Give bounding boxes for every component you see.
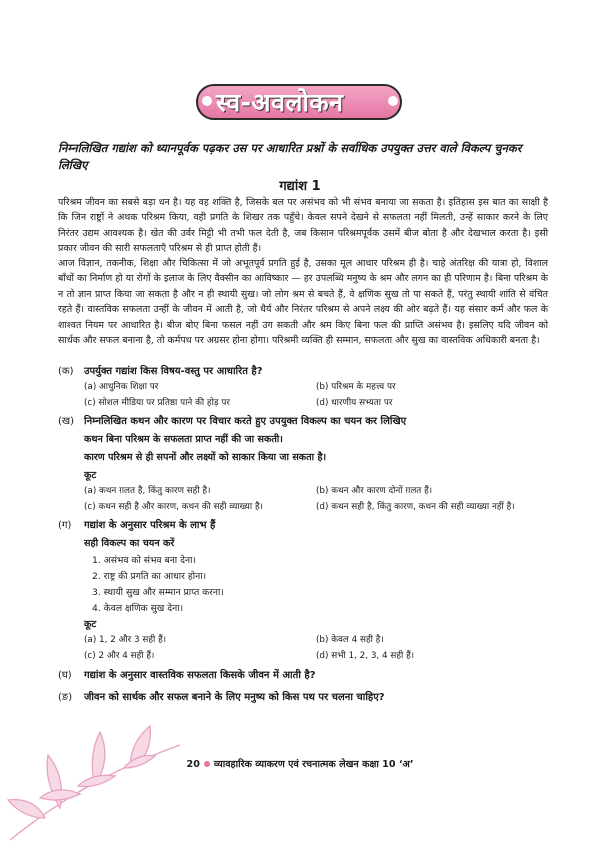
koot-label: कूट xyxy=(84,619,97,630)
question-gha xyxy=(58,668,548,683)
question-number: (ङ) xyxy=(58,692,73,703)
option-d: (d) धारणीय सभ्यता पर xyxy=(316,398,393,408)
list-item: 4. केवल क्षणिक सुख देना। xyxy=(92,603,184,614)
question-text: निम्नलिखित कथन और कारण पर विचार करते हुए उपयुक्त विकल्प का चयन कर लिखिए xyxy=(84,416,407,427)
passage-paragraph-2: आज विज्ञान, तकनीक, शिक्षा और चिकित्सा में जो अभूतपूर्व प्रगति हुई है, उसका मूल आधार परिश्रम ही है। चाहे अंतरिक्ष की यात्रा हो, विशाल बाँधों का निर्माण हो या रोगों के इलाज के लिए वैक्सीन का आविष्कार — हर उपलब्धि मनुष्य के श्रम और लगन का ही परिणाम है। बिना परिश्रम के न तो ज्ञान प्राप्त किया जा सकता है और न ही स्थायी सुख। जो लोग श्रम से बचते हैं, वे क्षणिक सुख तो पा सकते हैं, परंतु स्थायी शांति से वंचित रहते हैं। वास्तविक सफलता उन्हीं के जीवन में आती है, जो धैर्य और निरंतर परिश्रम से अपने लक्ष्य की ओर बढ़ते हैं। यह संसार कर्म और फल के शाश्वत नियम पर आधारित है। बीज बोए बिना फसल नहीं उग सकती और श्रम किए बिना फल की प्राप्ति असंभव है। इसलिए यदि जीवन को सार्थक और सफल बनाना है, तो कर्मपथ पर अग्रसर होना होगा। परिश्रमी व्यक्ति ही सम्मान, सफलता और सुख का वास्तविक अधिकारी बनता है। xyxy=(58,258,548,347)
koot-label: कूट xyxy=(84,470,97,481)
question-text: गद्यांश के अनुसार वास्तविक सफलता किसके जीवन में आती है? xyxy=(84,670,316,681)
question-ka xyxy=(58,364,548,379)
option-c: (c) सोशल मीडिया पर प्रतिष्ठा पाने की होड़ पर xyxy=(84,398,230,408)
page-footer xyxy=(0,757,600,770)
question-kha xyxy=(58,414,548,429)
option-c: (c) 2 और 4 सही हैं। xyxy=(84,651,155,661)
list-item: 2. राष्ट्र की प्रगति का आधार होना। xyxy=(92,571,207,582)
reason: कारण परिश्रम से ही सपनों और लक्ष्यों को साकार किया जा सकता है। xyxy=(84,452,327,463)
question-text: गद्यांश के अनुसार परिश्रम के लाभ हैं xyxy=(84,520,216,531)
book-title: व्यावहारिक व्याकरण एवं रचनात्मक लेखन कक्षा 10 ‘अ’ xyxy=(213,759,414,770)
list-item: 3. स्थायी सुख और सम्मान प्राप्त करना। xyxy=(92,587,224,598)
question-text: जीवन को सार्थक और सफल बनाने के लिए मनुष्य को किस पथ पर चलना चाहिए? xyxy=(84,692,385,703)
option-a: (a) कथन ग़लत है, किंतु कारण सही है। xyxy=(84,486,211,496)
question-number: (घ) xyxy=(58,670,72,681)
passage-title: गद्यांश 1 xyxy=(279,179,321,194)
option-a: (a) आधुनिक शिक्षा पर xyxy=(84,382,159,392)
header-dot-right xyxy=(388,96,398,106)
option-b: (b) परिश्रम के महत्त्व पर xyxy=(316,382,396,392)
question-number: (ग) xyxy=(58,520,72,531)
passage-paragraph-1: परिश्रम जीवन का सबसे बड़ा धन है। यह वह शक्ति है, जिसके बल पर असंभव को भी संभव बनाया जा सकता है। इतिहास इस बात का साक्षी है कि जिन राष्ट्रों ने अथक परिश्रम किया, वही प्रगति के शिखर तक पहुँचे। केवल सपने देखने से सफलता नहीं मिलती, उन्हें साकार करने के लिए निरंतर उद्यम आवश्यक है। खेत की उर्वर मिट्टी भी तभी फल देती है, जब किसान परिश्रमपूर्वक उसमें बीज बोता है और देखभाल करता है। इसी प्रकार जीवन की सारी सफलताएँ परिश्रम से ही प्राप्त होती हैं। xyxy=(58,197,548,255)
statement: कथन बिना परिश्रम के सफलता प्राप्त नहीं की जा सकती। xyxy=(84,434,283,445)
question-number: (क) xyxy=(58,366,74,377)
page-number: 20 xyxy=(186,759,200,770)
instruction: निम्नलिखित गद्यांश को ध्यानपूर्वक पढ़कर उस पर आधारित प्रश्नों के सर्वाधिक उपयुक्त उत्तर वाले विकल्प चुनकर लिखिए xyxy=(58,141,522,172)
option-d: (d) सभी 1, 2, 3, 4 सही हैं। xyxy=(316,651,415,661)
choose-label: सही विकल्प का चयन करें xyxy=(84,538,175,549)
question-ga xyxy=(58,518,548,533)
footer-dot xyxy=(204,761,210,767)
option-b: (b) केवल 4 सही है। xyxy=(316,635,384,645)
option-b: (b) कथन और कारण दोनों ग़लत हैं। xyxy=(316,486,433,496)
option-a: (a) 1, 2 और 3 सही हैं। xyxy=(84,635,167,645)
option-d: (d) कथन सही है, किंतु कारण, कथन की सही व्याख्या नहीं है। xyxy=(316,502,515,512)
question-number: (ख) xyxy=(58,416,74,427)
question-text: उपर्युक्त गद्यांश किस विषय-वस्तु पर आधारित है? xyxy=(84,366,263,377)
list-item: 1. असंभव को संभव बना देना। xyxy=(92,555,196,566)
header-dot-left xyxy=(202,96,212,106)
section-header xyxy=(196,84,406,122)
option-c: (c) कथन सही है और कारण, कथन की सही व्याख्या है। xyxy=(84,502,263,512)
section-title: स्व-अवलोकन xyxy=(216,88,344,117)
